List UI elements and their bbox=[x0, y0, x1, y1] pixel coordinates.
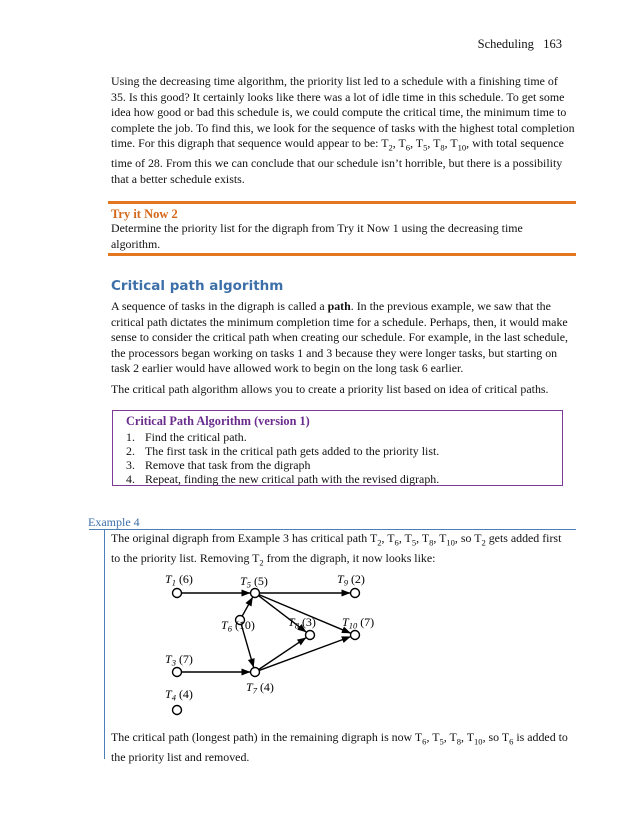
node-label-t10: $T_{10}$ (7) bbox=[342, 615, 375, 631]
algorithm-step: 4. Repeat, finding the new critical path with the revised digraph. bbox=[126, 472, 440, 487]
running-header bbox=[440, 37, 562, 53]
algorithm-step: 1. Find the critical path. bbox=[126, 429, 247, 444]
edge-t7-t8 bbox=[259, 638, 306, 670]
algorithm-step: 3. Remove that task from the digraph bbox=[126, 458, 311, 473]
bold-term-path: path bbox=[327, 299, 351, 313]
node-label-t8: $T_8$ (3) bbox=[288, 615, 316, 631]
section-title: Critical path algorithm bbox=[111, 278, 284, 294]
node-label-t5: $T_5$ (5) bbox=[240, 574, 268, 590]
node-t9 bbox=[351, 589, 360, 598]
example-top-rule bbox=[89, 529, 576, 530]
try-it-text: Determine the priority list for the digraph from Try it Now 1 using the decreasing time algorithm. bbox=[111, 221, 523, 251]
edge-t6-t5 bbox=[242, 597, 252, 616]
try-it-title: Try it Now 2 bbox=[111, 207, 178, 221]
example-text-conclusion: The critical path (longest path) in the remaining digraph is now $T_6$, $T_5$, $T_8$, $T_{10}$, so $T_6$ is added to the priority list and removed. bbox=[111, 730, 568, 764]
paragraph-critical-path-intro: The critical path algorithm allows you to create a priority list based on idea of critical paths. bbox=[111, 382, 549, 396]
node-t8 bbox=[306, 631, 315, 640]
intro-paragraph: Using the decreasing time algorithm, the priority list led to a schedule with a finishing time of 35. Is this good? It certainly looks like there was a lot of idle time in this schedule. To get some idea how good or bad this schedule is, we could compute the critical time, the minimum time to complete the job. To find this, we look for the sequence of tasks with the highest total completion time. For this digraph that sequence would appear to be: $T_2$, $T_6$, $T_5$, $T_8$, $T_{10}$, with total sequence time of 28. From this we can conclude that our schedule isn’t horrible, but there is a possibility that a better schedule exists. bbox=[111, 74, 575, 186]
try-it-bottom-rule bbox=[108, 253, 576, 256]
page-number: 163 bbox=[543, 37, 562, 51]
node-t5 bbox=[251, 589, 260, 598]
task-digraph bbox=[155, 568, 395, 718]
try-it-top-rule bbox=[108, 201, 576, 204]
node-label-t3: $T_3$ (7) bbox=[165, 652, 193, 668]
node-label-t4: $T_4$ (4) bbox=[165, 687, 193, 703]
edge-t7-t10 bbox=[259, 637, 350, 671]
example-label: Example 4 bbox=[88, 515, 140, 529]
node-t7 bbox=[251, 668, 260, 677]
node-t3 bbox=[173, 668, 182, 677]
example-text-intro: The original digraph from Example 3 has critical path $T_2$, $T_6$, $T_5$, $T_8$, $T_{10}$, so $T_2$ gets added first to the priority list. Removing $T_2$ from the digraph, it now looks like: bbox=[111, 531, 562, 568]
algorithm-box bbox=[112, 410, 563, 486]
paragraph-text-end: . In the previous example, we saw that the critical path dictates the minimum completion time for a schedule. Perhaps, then, it would make sense to consider the critical path when creating our schedule. For example, in the last schedule, the processors began working on tasks 1 and 3 because they were longer tasks, but starting on task 2 earlier would have allowed work to begin on the long task 6 earlier. bbox=[111, 299, 568, 376]
header-section: Scheduling bbox=[477, 37, 534, 51]
paragraph-text-start: A sequence of tasks in the digraph is called a bbox=[111, 299, 328, 313]
node-label-t9: $T_9$ (2) bbox=[337, 572, 365, 588]
paragraph-path-definition bbox=[111, 299, 575, 377]
node-label-t1: $T_1$ (6) bbox=[165, 572, 193, 588]
algorithm-step: 2. The first task in the critical path gets added to the priority list. bbox=[126, 443, 440, 458]
algorithm-title: Critical Path Algorithm (version 1) bbox=[126, 414, 310, 428]
node-label-t6: $T_6$ (10) bbox=[221, 618, 255, 634]
node-label-t7: $T_7$ (4) bbox=[246, 680, 274, 696]
example-side-rule bbox=[104, 529, 105, 759]
node-t10 bbox=[351, 631, 360, 640]
node-t4 bbox=[173, 706, 182, 715]
node-t1 bbox=[173, 589, 182, 598]
